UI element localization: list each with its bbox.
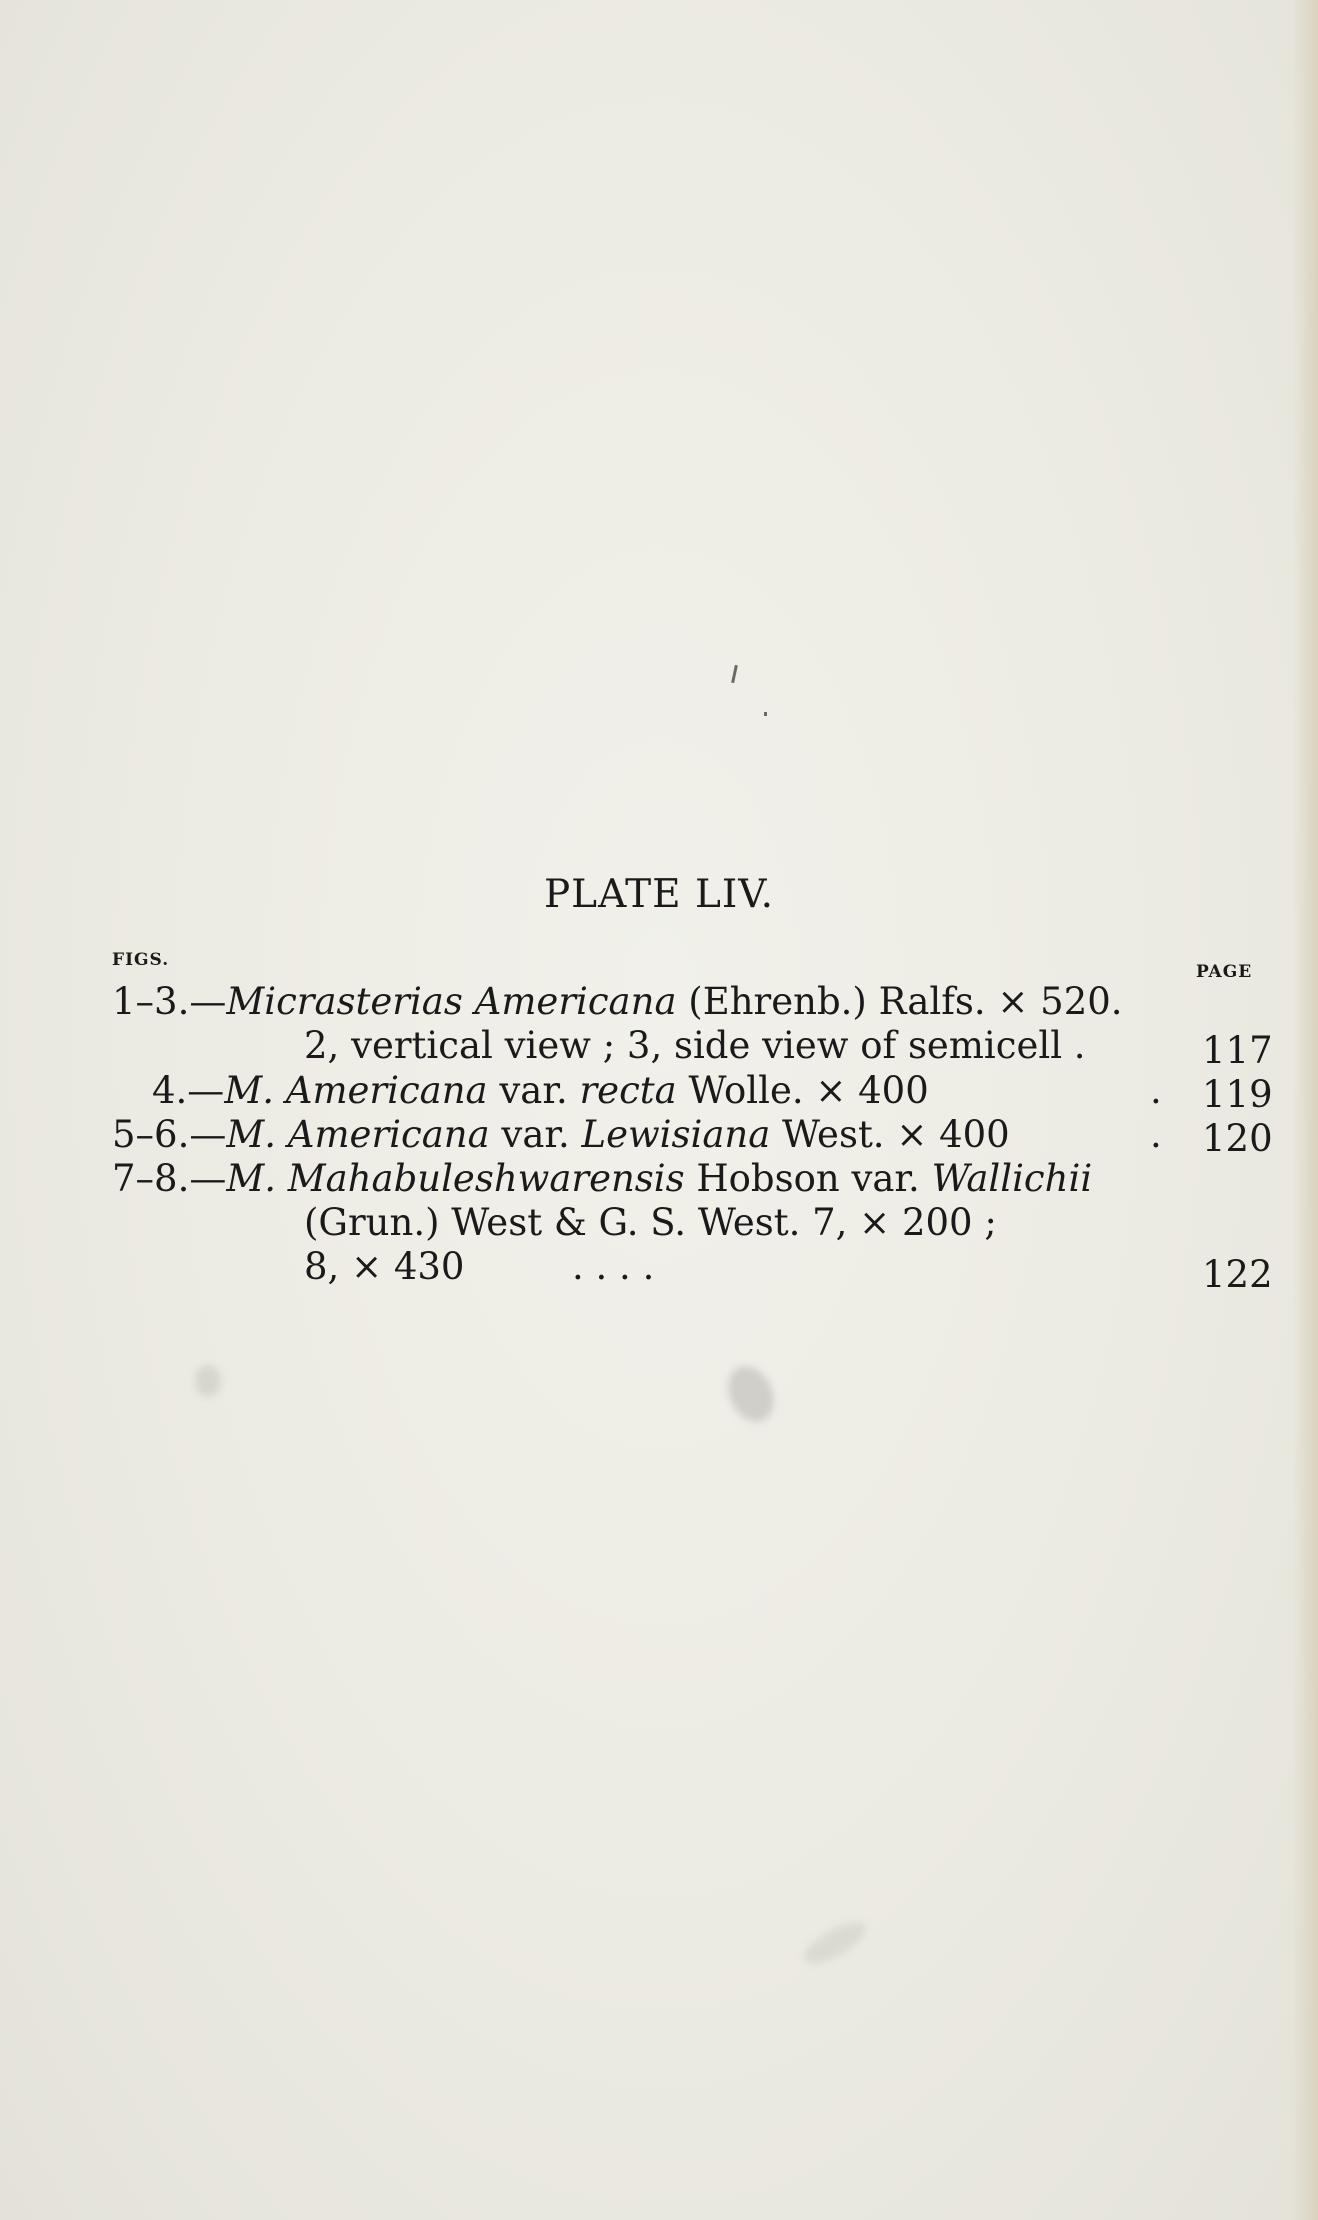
entry-3-var: var. <box>489 1113 582 1156</box>
entry-4-line-3: 8, × 430 <box>304 1245 465 1288</box>
entry-2-variety: recta <box>579 1069 677 1112</box>
entry-3-number: 5–6.— <box>112 1113 227 1156</box>
paper-stain <box>798 1914 872 1972</box>
entry-2-page: 119 <box>1202 1073 1273 1116</box>
entry-3-line <box>112 1113 1010 1157</box>
entry-4-variety: Wallichii <box>931 1157 1093 1200</box>
paper-speck <box>731 665 738 683</box>
entry-1-text: (Ehrenb.) Ralfs. × 520. <box>676 980 1123 1023</box>
entry-4-species: M. Mahabuleshwarensis <box>226 1157 685 1200</box>
entry-1-line-1 <box>112 980 1123 1024</box>
entry-4-author: Hobson var. <box>684 1157 932 1200</box>
entry-4-leader: . . . . <box>572 1245 655 1288</box>
entry-3-text: West. × 400 <box>770 1113 1010 1156</box>
entry-1-species: Micrasterias Americana <box>226 980 677 1023</box>
entry-4-line-2: (Grun.) West & G. S. West. 7, × 200 ; <box>304 1201 997 1244</box>
entry-3-leader: . <box>1150 1113 1162 1156</box>
page-column-label: PAGE <box>1196 962 1253 982</box>
entry-3-variety: Lewisiana <box>581 1113 771 1156</box>
paper-stain <box>720 1359 783 1429</box>
paper-stain <box>195 1365 221 1397</box>
entry-1-line-2: 2, vertical view ; 3, side view of semicell . <box>304 1024 1086 1067</box>
paper-speck <box>764 712 767 716</box>
entry-2-species: M. Americana <box>224 1069 488 1112</box>
page-edge-shadow <box>1292 0 1318 2220</box>
entry-2-text: Wolle. × 400 <box>676 1069 929 1112</box>
entry-2-line <box>152 1069 929 1113</box>
entry-2-var: var. <box>487 1069 580 1112</box>
entry-3-species: M. Americana <box>226 1113 490 1156</box>
entry-4-page: 122 <box>1202 1253 1273 1296</box>
figs-column-label: FIGS. <box>112 950 170 970</box>
entry-3-page: 120 <box>1202 1117 1273 1160</box>
entry-4-number: 7–8.— <box>112 1157 227 1200</box>
entry-1-number: 1–3.— <box>112 980 227 1023</box>
entry-2-number: 4.— <box>152 1069 225 1112</box>
plate-title: PLATE LIV. <box>543 872 775 917</box>
entry-1-page: 117 <box>1202 1029 1273 1072</box>
entry-2-leader: . <box>1150 1069 1162 1112</box>
entry-4-line-1 <box>112 1157 1092 1201</box>
